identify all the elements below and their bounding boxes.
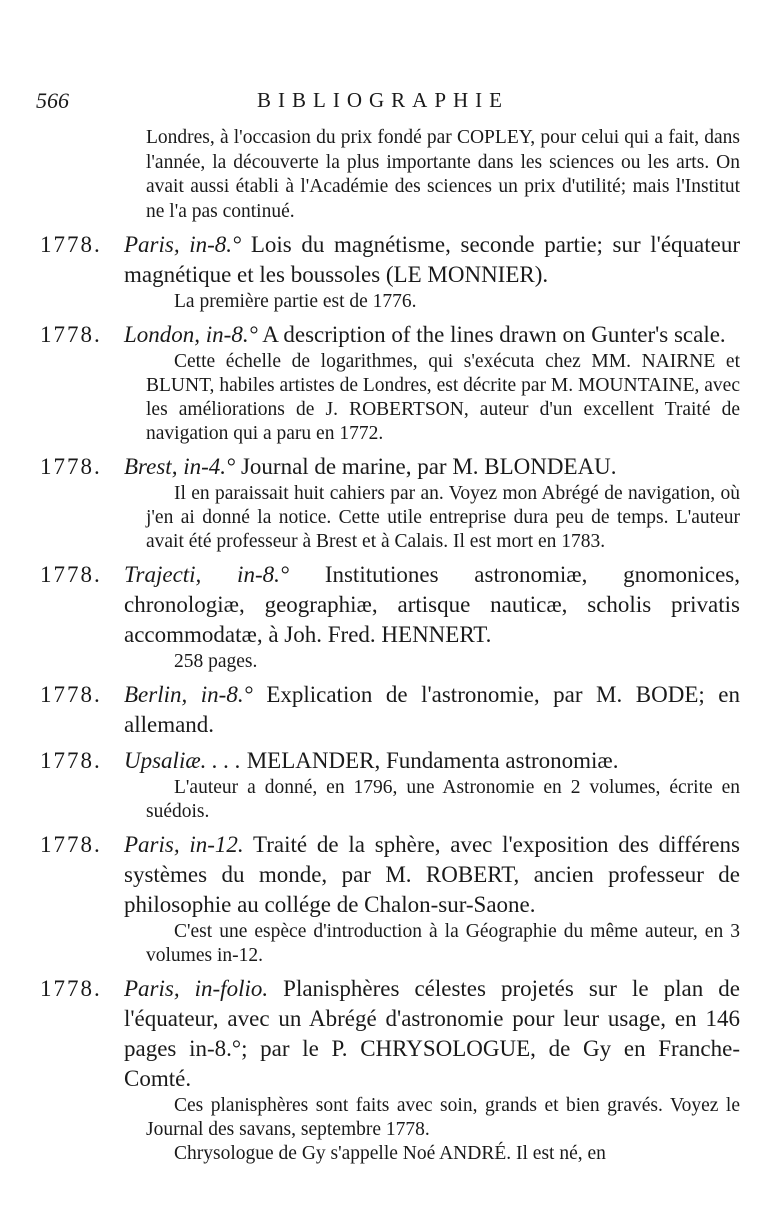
bibliography-entry [40, 230, 740, 314]
entry-note [146, 350, 740, 446]
entry-year: 1778. [40, 454, 102, 479]
page-header [0, 88, 766, 118]
entry-year: 1778. [40, 232, 102, 257]
entry-year: 1778. [40, 832, 102, 857]
continuation-paragraph: Londres, à l'occasion du prix fondé par COPLEY, pour celui qui a fait, dans l'année, la découverte la plus importante dans les sciences ou les arts. On avait aussi établi à l'Académie des sciences un prix d'utilité; mais l'Institut ne l'a pas continué. [146, 127, 740, 222]
entry-place: Paris, in-folio. [124, 976, 269, 1001]
entry-note-text: C'est une espèce d'introduction à la Géographie du même auteur, en 3 volumes in-12. [146, 921, 740, 966]
entry-place: London, in-8.° [124, 322, 258, 347]
entry-note [146, 482, 740, 554]
entry-title: Lois du magnétisme, seconde partie; sur l'équateur magnétique et les boussoles (LE MONNIER). [124, 232, 741, 287]
entry-year: 1778. [40, 682, 102, 707]
entry-title: Traité de la sphère, avec l'exposition des différens systèmes du monde, par M. ROBERT, ancien professeur de philosophie au collége de Chalon-sur-Saone. [124, 832, 741, 917]
entry-place: Paris, in-8.° [124, 232, 242, 257]
entry-note [146, 920, 740, 968]
bibliography-entry [40, 746, 740, 824]
entry-note [146, 650, 740, 674]
page-number: 566 [36, 88, 69, 113]
entry-note-text: Ces planisphères sont faits avec soin, grands et bien gravés. Voyez le Journal des savans, septembre 1778. [146, 1095, 740, 1140]
bibliography-entry [40, 452, 740, 554]
entry-place: Trajecti, in-8.° [124, 562, 290, 587]
bibliography-entry [40, 320, 740, 446]
entry-place: Paris, in-12. [124, 832, 244, 857]
entry-year: 1778. [40, 748, 102, 773]
entry-title: Institutiones astronomiæ, gnomonices, chronologiæ, geographiæ, artisque nauticæ, scholis privatis accommodatæ, à Joh. Fred. HENNERT. [124, 562, 741, 647]
entry-title: MELANDER, Fundamenta astronomiæ. [246, 748, 619, 773]
running-head: BIBLIOGRAPHIE [257, 88, 509, 112]
entry-note-text: Chrysologue de Gy s'appelle Noé ANDRÉ. Il est né, en [174, 1143, 606, 1164]
entry-note-text: La première partie est de 1776. [174, 291, 417, 312]
entry-title: A description of the lines drawn on Gunter's scale. [262, 322, 726, 347]
entry-title: Planisphères célestes projetés sur le plan de l'équateur, avec un Abrégé d'astronomie pour leur usage, en 146 pages in-8.°; par le P. CHRYSOLOGUE, de Gy en Franche-Comté. [124, 976, 740, 1091]
entry-note-text: Il en paraissait huit cahiers par an. Voyez mon Abrégé de navigation, où j'en ai donné la notice. Cette utile entreprise dura peu de temps. L'auteur avait été professeur à Brest et à Calais. Il est mort en 1783. [146, 483, 740, 552]
entry-note-text: 258 pages. [174, 651, 258, 672]
bibliography-entry [40, 680, 740, 740]
entry-note [146, 290, 740, 314]
page-body [40, 126, 740, 1166]
entry-place: Upsaliæ. . . . [124, 748, 241, 773]
bibliography-entry [40, 560, 740, 674]
entry-year: 1778. [40, 322, 102, 347]
entry-place: Brest, in-4.° [124, 454, 236, 479]
entry-note-text: Cette échelle de logarithmes, qui s'exécuta chez MM. NAIRNE et BLUNT, habiles artistes de Londres, est décrite par M. MOUNTAINE, avec les améliorations de J. ROBERTSON, auteur d'un excellent Traité de navigation qui a paru en 1772. [146, 351, 740, 444]
entry-title: Explication de l'astronomie, par M. BODE; en allemand. [124, 682, 740, 737]
bibliography-entry [40, 830, 740, 968]
entry-note [146, 1094, 740, 1166]
entry-note [146, 776, 740, 824]
entry-title: Journal de marine, par M. BLONDEAU. [240, 454, 617, 479]
entry-year: 1778. [40, 562, 102, 587]
entry-note-text: L'auteur a donné, en 1796, une Astronomie en 2 volumes, écrite en suédois. [146, 777, 740, 822]
entry-place: Berlin, in-8.° [124, 682, 253, 707]
bibliography-entry [40, 974, 740, 1166]
entry-year: 1778. [40, 976, 102, 1001]
